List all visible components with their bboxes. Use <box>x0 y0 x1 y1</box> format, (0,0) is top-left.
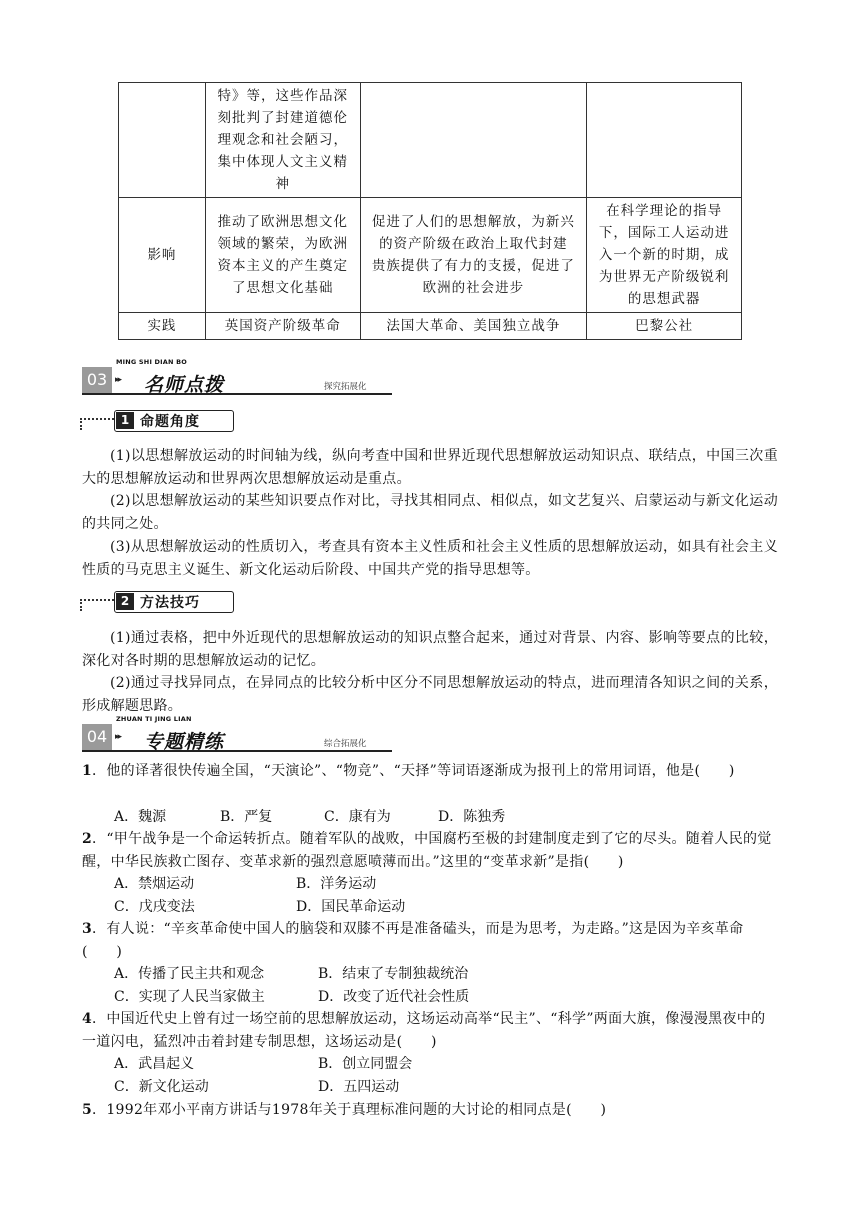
subheading-title: 命题角度 <box>140 414 200 430</box>
table-row <box>119 313 742 340</box>
subheading-title: 方法技巧 <box>140 595 200 611</box>
dotted-corner <box>80 418 114 430</box>
section-title: 名师点拨 <box>144 374 225 396</box>
cell-line: 欧洲的社会进步 <box>422 280 525 296</box>
cell-line: 为世界无产阶级锐利 <box>598 269 730 285</box>
question-number: 3 <box>82 921 93 937</box>
cell-line: 的思想武器 <box>627 291 701 307</box>
cell-line: 在科学理论的指导 <box>606 203 723 219</box>
paragraph: (1)以思想解放运动的时间轴为线，纵向考查中国和世界近现代思想解放运动知识点、联结点，中国三次重大的思想解放运动和世界两次思想解放运动是重点。 <box>82 448 778 487</box>
cell-line: 了思想文化基础 <box>232 280 334 296</box>
table-cell: 法国大革命、美国独立战争 <box>360 313 587 340</box>
dotted-corner <box>80 599 114 611</box>
option-b[interactable]: B．创立同盟会 <box>318 1056 413 1072</box>
option-d[interactable]: D．改变了近代社会性质 <box>318 989 470 1005</box>
table-row <box>119 83 742 198</box>
section-subtitle: 综合拓展化 <box>324 739 367 749</box>
table-cell: 英国资产阶级革命 <box>205 313 360 340</box>
option-c[interactable]: C．戊戌变法 <box>114 899 195 915</box>
question-number: 5 <box>82 1102 93 1118</box>
question-number: 2 <box>82 831 93 847</box>
cell-line: 特》等，这些作品深 <box>217 88 348 104</box>
option-b[interactable]: B．严复 <box>220 809 273 825</box>
question-1 <box>82 760 778 783</box>
question-4 <box>82 1008 778 1053</box>
section-pinyin: MING SHI DIAN BO <box>116 358 187 366</box>
double-arrow-icon: ▸▸ <box>115 732 121 742</box>
subheading-number: 1 <box>116 412 134 429</box>
double-arrow-icon: ▸▸ <box>115 375 121 385</box>
question-5 <box>82 1099 778 1122</box>
question-stem: ．1992年邓小平南方讲话与1978年关于真理标准问题的大讨论的相同点是( ) <box>92 1102 607 1118</box>
cell-line: 理观念和社会陋习， <box>217 132 348 148</box>
question-2 <box>82 828 778 873</box>
option-a[interactable]: A．武昌起义 <box>114 1056 195 1072</box>
option-b[interactable]: B．洋务运动 <box>296 876 377 892</box>
option-b[interactable]: B．结束了专制独裁统治 <box>318 966 469 982</box>
paragraph: (2)以思想解放运动的某些知识要点作对比，寻找其相同点、相似点，如文艺复兴、启蒙运动与新文化运动的共同之处。 <box>82 493 778 532</box>
option-d[interactable]: D．五四运动 <box>318 1079 400 1095</box>
subheading-2 <box>80 591 240 615</box>
section-underline <box>82 393 392 395</box>
table-cell <box>205 198 360 313</box>
cell-line: 下，国际工人运动进 <box>598 225 730 241</box>
question-stem: ．“甲午战争是一个命运转折点。随着军队的战败，中国腐朽至极的封建制度走到了它的尽头。随着人民的觉醒，中华民族救亡图存、变革求新的强烈意愿喷薄而出。”这里的“变革求新”是指( ) <box>82 831 772 870</box>
question-stem: ．中国近代史上曾有过一场空前的思想解放运动，这场运动高举“民主”、“科学”两面大旗，像漫漫黑夜中的一道闪电，猛烈冲击着封建专制思想，这场运动是( ) <box>82 1011 766 1050</box>
section-subtitle: 探究拓展化 <box>324 382 367 392</box>
cell-line: 集中体现人文主义精 <box>217 154 348 170</box>
section-underline <box>82 750 392 752</box>
cell-line: 神 <box>275 176 290 192</box>
paragraph: (2)通过寻找异同点，在异同点的比较分析中区分不同思想解放运动的特点，进而理清各知识之间的关系，形成解题思路。 <box>82 675 778 714</box>
option-a[interactable]: A．传播了民主共和观念 <box>114 966 265 982</box>
row-label: 实践 <box>119 313 206 340</box>
cell-line: 的资产阶级在政治上取代封建 <box>379 236 568 252</box>
table-cell <box>587 198 742 313</box>
option-a[interactable]: A．禁烟运动 <box>114 876 195 892</box>
cell-line: 资本主义的产生奠定 <box>217 258 348 274</box>
cell-line: 促进了人们的思想解放，为新兴 <box>371 214 575 230</box>
option-c[interactable]: C．康有为 <box>324 809 391 825</box>
section-header-04 <box>82 715 702 755</box>
question-number: 4 <box>82 1011 93 1027</box>
subheading-number: 2 <box>116 593 134 610</box>
section-title: 专题精练 <box>144 731 225 753</box>
option-c[interactable]: C．实现了人民当家做主 <box>114 989 265 1005</box>
section-number: 03 <box>82 367 112 393</box>
table-cell <box>360 83 587 198</box>
paragraph: (3)从思想解放运动的性质切入，考查具有资本主义性质和社会主义性质的思想解放运动，如具有社会主义性质的马克思主义诞生、新文化运动后阶段、中国共产党的指导思想等。 <box>82 539 778 578</box>
cell-line: 刻批判了封建道德伦 <box>217 110 348 126</box>
comparison-table <box>118 82 742 340</box>
question-stem: ．有人说：“辛亥革命使中国人的脑袋和双膝不再是准备磕头，而是为思考，为走路。”这是因为辛亥革命( ) <box>82 921 744 960</box>
option-c[interactable]: C．新文化运动 <box>114 1079 209 1095</box>
table-cell <box>205 83 360 198</box>
section-header-03 <box>82 358 702 398</box>
option-d[interactable]: D．国民革命运动 <box>296 899 406 915</box>
cell-line: 领域的繁荣，为欧洲 <box>217 236 348 252</box>
option-d[interactable]: D．陈独秀 <box>438 809 506 825</box>
cell-line: 入一个新的时期，成 <box>598 247 730 263</box>
table-cell <box>587 83 742 198</box>
table-cell: 巴黎公社 <box>587 313 742 340</box>
section-number: 04 <box>82 724 112 750</box>
paragraph: (1)通过表格，把中外近现代的思想解放运动的知识点整合起来，通过对背景、内容、影响等要点的比较，深化对各时期的思想解放运动的记忆。 <box>82 630 778 669</box>
question-number: 1 <box>82 763 93 779</box>
question-stem: ．他的译著很快传遍全国，“天演论”、“物竞”、“天择”等词语逐渐成为报刊上的常用词语，他是( ) <box>92 763 735 779</box>
option-a[interactable]: A．魏源 <box>114 809 167 825</box>
table-cell <box>119 83 206 198</box>
table-cell <box>360 198 587 313</box>
cell-line: 贵族提供了有力的支援，促进了 <box>371 258 575 274</box>
question-3 <box>82 918 778 963</box>
subheading-1 <box>80 410 240 434</box>
cell-line: 推动了欧洲思想文化 <box>217 214 348 230</box>
section-pinyin: ZHUAN TI JING LIAN <box>116 715 192 723</box>
row-label: 影响 <box>119 198 206 313</box>
table-row <box>119 198 742 313</box>
